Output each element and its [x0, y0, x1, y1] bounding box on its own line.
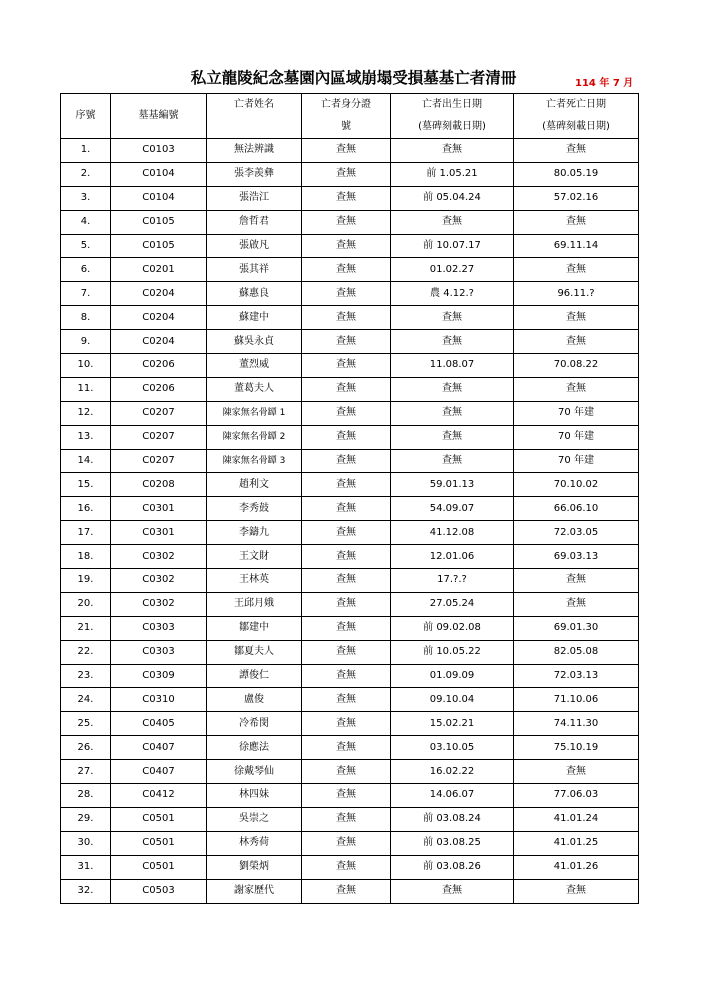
cell-birth-date: 前 1.05.21: [391, 162, 514, 186]
table-row: [61, 736, 639, 760]
cell-seq: 1.: [61, 139, 111, 163]
cell-seq: 22.: [61, 640, 111, 664]
cell-seq: 9.: [61, 330, 111, 354]
cell-id-number: 查無: [302, 354, 391, 378]
cell-death-date: 查無: [514, 760, 639, 784]
cell-id-number: 查無: [302, 377, 391, 401]
cell-birth-date: 前 10.05.22: [391, 640, 514, 664]
cell-tomb-number: C0103: [111, 139, 207, 163]
cell-tomb-number: C0501: [111, 807, 207, 831]
cell-tomb-number: C0302: [111, 569, 207, 593]
table-row: [61, 784, 639, 808]
cell-id-number: 查無: [302, 807, 391, 831]
table-row: [61, 592, 639, 616]
cell-id-number: 查無: [302, 831, 391, 855]
table-row: [61, 306, 639, 330]
cell-id-number: 查無: [302, 784, 391, 808]
cell-seq: 24.: [61, 688, 111, 712]
cell-name: 蘇吳永貞: [207, 330, 302, 354]
cell-tomb-number: C0301: [111, 521, 207, 545]
cell-tomb-number: C0303: [111, 616, 207, 640]
cell-name: 劉榮炳: [207, 855, 302, 879]
cell-tomb-number: C0206: [111, 377, 207, 401]
cell-death-date: 72.03.05: [514, 521, 639, 545]
cell-birth-date: 27.05.24: [391, 592, 514, 616]
cell-birth-date: 03.10.05: [391, 736, 514, 760]
cell-death-date: 69.01.30: [514, 616, 639, 640]
cell-name: 陳家無名骨罈 2: [207, 425, 302, 449]
table-row: [61, 616, 639, 640]
cell-name: 董葛夫人: [207, 377, 302, 401]
cell-seq: 26.: [61, 736, 111, 760]
cell-id-number: 查無: [302, 664, 391, 688]
cell-seq: 6.: [61, 258, 111, 282]
cell-id-number: 查無: [302, 569, 391, 593]
cell-seq: 27.: [61, 760, 111, 784]
cell-name: 李鑄九: [207, 521, 302, 545]
cell-birth-date: 17.?.?: [391, 569, 514, 593]
column-header-id-line2: 號: [341, 121, 351, 132]
cell-birth-date: 16.02.22: [391, 760, 514, 784]
cell-seq: 10.: [61, 354, 111, 378]
cell-birth-date: 查無: [391, 210, 514, 234]
table-row: [61, 186, 639, 210]
cell-id-number: 查無: [302, 592, 391, 616]
cell-death-date: 71.10.06: [514, 688, 639, 712]
cell-birth-date: 前 03.08.26: [391, 855, 514, 879]
cell-death-date: 80.05.19: [514, 162, 639, 186]
cell-birth-date: 查無: [391, 377, 514, 401]
table-body: [61, 139, 639, 904]
cell-name: 林四妹: [207, 784, 302, 808]
cell-birth-date: 前 05.04.24: [391, 186, 514, 210]
cell-death-date: 69.03.13: [514, 545, 639, 569]
cell-id-number: 查無: [302, 234, 391, 258]
table-row: [61, 377, 639, 401]
cell-name: 譚俊仁: [207, 664, 302, 688]
cell-death-date: 70 年建: [514, 425, 639, 449]
cell-birth-date: 前 09.02.08: [391, 616, 514, 640]
cell-id-number: 查無: [302, 306, 391, 330]
cell-name: 王文財: [207, 545, 302, 569]
column-header-name: 亡者姓名: [207, 94, 302, 139]
cell-death-date: 57.02.16: [514, 186, 639, 210]
cell-tomb-number: C0105: [111, 234, 207, 258]
table-row: [61, 401, 639, 425]
column-header-seq: 序號: [61, 94, 111, 139]
cell-id-number: 查無: [302, 712, 391, 736]
deceased-register-table: [60, 93, 639, 904]
cell-id-number: 查無: [302, 162, 391, 186]
cell-name: 王邱月娥: [207, 592, 302, 616]
table-row: [61, 545, 639, 569]
cell-death-date: 74.11.30: [514, 712, 639, 736]
cell-death-date: 查無: [514, 592, 639, 616]
column-header-id-number: [302, 94, 391, 139]
cell-death-date: 查無: [514, 879, 639, 903]
cell-death-date: 77.06.03: [514, 784, 639, 808]
column-header-tomb-number: 墓基編號: [111, 94, 207, 139]
cell-death-date: 查無: [514, 258, 639, 282]
cell-tomb-number: C0207: [111, 449, 207, 473]
table-row: [61, 831, 639, 855]
cell-tomb-number: C0309: [111, 664, 207, 688]
cell-seq: 17.: [61, 521, 111, 545]
cell-id-number: 查無: [302, 330, 391, 354]
cell-birth-date: 14.06.07: [391, 784, 514, 808]
cell-tomb-number: C0310: [111, 688, 207, 712]
cell-death-date: 41.01.25: [514, 831, 639, 855]
column-header-birth-line2: (墓碑刻載日期): [418, 121, 486, 132]
cell-death-date: 96.11.?: [514, 282, 639, 306]
table-row: [61, 354, 639, 378]
cell-seq: 3.: [61, 186, 111, 210]
cell-death-date: 70.10.02: [514, 473, 639, 497]
cell-seq: 13.: [61, 425, 111, 449]
cell-death-date: 66.06.10: [514, 497, 639, 521]
cell-name: 徐戴琴仙: [207, 760, 302, 784]
cell-birth-date: 01.09.09: [391, 664, 514, 688]
cell-name: 張啟凡: [207, 234, 302, 258]
cell-birth-date: 查無: [391, 330, 514, 354]
cell-seq: 28.: [61, 784, 111, 808]
table-row: [61, 688, 639, 712]
column-header-birth-line1: 亡者出生日期: [422, 99, 482, 110]
table-row: [61, 162, 639, 186]
cell-tomb-number: C0207: [111, 425, 207, 449]
cell-tomb-number: C0301: [111, 497, 207, 521]
table-row: [61, 569, 639, 593]
cell-id-number: 查無: [302, 616, 391, 640]
cell-birth-date: 54.09.07: [391, 497, 514, 521]
cell-id-number: 查無: [302, 545, 391, 569]
cell-birth-date: 41.12.08: [391, 521, 514, 545]
column-header-death-date: [514, 94, 639, 139]
cell-death-date: 查無: [514, 569, 639, 593]
cell-id-number: 查無: [302, 879, 391, 903]
table-row: [61, 712, 639, 736]
cell-birth-date: 12.01.06: [391, 545, 514, 569]
table-row: [61, 807, 639, 831]
cell-name: 謝家歷代: [207, 879, 302, 903]
cell-id-number: 查無: [302, 688, 391, 712]
cell-id-number: 查無: [302, 401, 391, 425]
cell-name: 張浩江: [207, 186, 302, 210]
cell-seq: 5.: [61, 234, 111, 258]
cell-name: 林秀荷: [207, 831, 302, 855]
cell-seq: 14.: [61, 449, 111, 473]
cell-death-date: 72.03.13: [514, 664, 639, 688]
cell-name: 蘇建中: [207, 306, 302, 330]
table-row: [61, 521, 639, 545]
cell-id-number: 查無: [302, 855, 391, 879]
table-row: [61, 425, 639, 449]
cell-death-date: 75.10.19: [514, 736, 639, 760]
cell-death-date: 41.01.24: [514, 807, 639, 831]
cell-name: 吳崇之: [207, 807, 302, 831]
cell-tomb-number: C0503: [111, 879, 207, 903]
cell-name: 董烈威: [207, 354, 302, 378]
cell-death-date: 70 年建: [514, 401, 639, 425]
cell-name: 蘇惠良: [207, 282, 302, 306]
cell-name: 冷希閔: [207, 712, 302, 736]
cell-id-number: 查無: [302, 258, 391, 282]
cell-death-date: 70 年建: [514, 449, 639, 473]
cell-birth-date: 09.10.04: [391, 688, 514, 712]
cell-tomb-number: C0204: [111, 330, 207, 354]
cell-seq: 16.: [61, 497, 111, 521]
cell-death-date: 82.05.08: [514, 640, 639, 664]
cell-tomb-number: C0105: [111, 210, 207, 234]
cell-seq: 21.: [61, 616, 111, 640]
cell-id-number: 查無: [302, 473, 391, 497]
cell-name: 無法辨識: [207, 139, 302, 163]
cell-tomb-number: C0405: [111, 712, 207, 736]
cell-name: 鄒建中: [207, 616, 302, 640]
cell-tomb-number: C0302: [111, 592, 207, 616]
cell-id-number: 查無: [302, 497, 391, 521]
table-row: [61, 640, 639, 664]
cell-tomb-number: C0208: [111, 473, 207, 497]
cell-seq: 15.: [61, 473, 111, 497]
cell-tomb-number: C0303: [111, 640, 207, 664]
cell-birth-date: 查無: [391, 425, 514, 449]
cell-seq: 23.: [61, 664, 111, 688]
column-header-death-line2: (墓碑刻載日期): [542, 121, 610, 132]
table-row: [61, 497, 639, 521]
cell-seq: 8.: [61, 306, 111, 330]
cell-death-date: 查無: [514, 377, 639, 401]
cell-id-number: 查無: [302, 640, 391, 664]
cell-tomb-number: C0104: [111, 162, 207, 186]
column-header-id-line1: 亡者身分證: [321, 99, 371, 110]
cell-seq: 11.: [61, 377, 111, 401]
table-row: [61, 473, 639, 497]
cell-name: 李秀鼓: [207, 497, 302, 521]
table-row: [61, 258, 639, 282]
cell-seq: 7.: [61, 282, 111, 306]
cell-seq: 4.: [61, 210, 111, 234]
cell-tomb-number: C0407: [111, 760, 207, 784]
cell-death-date: 70.08.22: [514, 354, 639, 378]
cell-name: 張李羨彝: [207, 162, 302, 186]
table-row: [61, 210, 639, 234]
cell-seq: 19.: [61, 569, 111, 593]
cell-name: 陳家無名骨罈 3: [207, 449, 302, 473]
cell-birth-date: 查無: [391, 449, 514, 473]
column-header-birth-date: [391, 94, 514, 139]
cell-birth-date: 查無: [391, 139, 514, 163]
cell-name: 趙利文: [207, 473, 302, 497]
cell-seq: 31.: [61, 855, 111, 879]
cell-id-number: 查無: [302, 210, 391, 234]
table-header-row: [61, 94, 639, 139]
cell-birth-date: 前 10.07.17: [391, 234, 514, 258]
cell-death-date: 查無: [514, 210, 639, 234]
cell-birth-date: 前 03.08.25: [391, 831, 514, 855]
cell-seq: 29.: [61, 807, 111, 831]
cell-seq: 12.: [61, 401, 111, 425]
table-row: [61, 760, 639, 784]
table-row: [61, 855, 639, 879]
cell-seq: 25.: [61, 712, 111, 736]
cell-seq: 32.: [61, 879, 111, 903]
column-header-death-line1: 亡者死亡日期: [546, 99, 606, 110]
cell-name: 鄒夏夫人: [207, 640, 302, 664]
cell-id-number: 查無: [302, 449, 391, 473]
cell-tomb-number: C0501: [111, 855, 207, 879]
cell-tomb-number: C0204: [111, 306, 207, 330]
cell-id-number: 查無: [302, 139, 391, 163]
cell-tomb-number: C0204: [111, 282, 207, 306]
cell-id-number: 查無: [302, 521, 391, 545]
cell-name: 張其祥: [207, 258, 302, 282]
table-row: [61, 234, 639, 258]
cell-name: 徐應法: [207, 736, 302, 760]
cell-birth-date: 11.08.07: [391, 354, 514, 378]
cell-birth-date: 15.02.21: [391, 712, 514, 736]
table-row: [61, 330, 639, 354]
cell-id-number: 查無: [302, 760, 391, 784]
cell-name: 王林英: [207, 569, 302, 593]
cell-death-date: 69.11.14: [514, 234, 639, 258]
cell-id-number: 查無: [302, 736, 391, 760]
table-row: [61, 139, 639, 163]
cell-birth-date: 查無: [391, 306, 514, 330]
cell-tomb-number: C0501: [111, 831, 207, 855]
cell-birth-date: 01.02.27: [391, 258, 514, 282]
cell-tomb-number: C0201: [111, 258, 207, 282]
cell-tomb-number: C0412: [111, 784, 207, 808]
cell-tomb-number: C0407: [111, 736, 207, 760]
document-date: 114 年 7 月: [575, 78, 634, 89]
cell-death-date: 41.01.26: [514, 855, 639, 879]
cell-name: 陳家無名骨罈 1: [207, 401, 302, 425]
cell-id-number: 查無: [302, 186, 391, 210]
table-row: [61, 282, 639, 306]
cell-tomb-number: C0206: [111, 354, 207, 378]
cell-seq: 30.: [61, 831, 111, 855]
cell-birth-date: 59.01.13: [391, 473, 514, 497]
cell-tomb-number: C0104: [111, 186, 207, 210]
cell-birth-date: 查無: [391, 879, 514, 903]
cell-seq: 20.: [61, 592, 111, 616]
table-row: [61, 664, 639, 688]
cell-seq: 2.: [61, 162, 111, 186]
cell-birth-date: 前 03.08.24: [391, 807, 514, 831]
cell-death-date: 查無: [514, 306, 639, 330]
document-title: 私立龍陵紀念墓園內區域崩塌受損墓基亡者清冊: [190, 69, 517, 87]
cell-tomb-number: C0302: [111, 545, 207, 569]
cell-birth-date: 查無: [391, 401, 514, 425]
cell-death-date: 查無: [514, 139, 639, 163]
cell-id-number: 查無: [302, 282, 391, 306]
cell-tomb-number: C0207: [111, 401, 207, 425]
cell-name: 盧俊: [207, 688, 302, 712]
table-row: [61, 449, 639, 473]
cell-birth-date: 農 4.12.?: [391, 282, 514, 306]
cell-name: 詹哲君: [207, 210, 302, 234]
cell-death-date: 查無: [514, 330, 639, 354]
cell-seq: 18.: [61, 545, 111, 569]
table-row: [61, 879, 639, 903]
cell-id-number: 查無: [302, 425, 391, 449]
